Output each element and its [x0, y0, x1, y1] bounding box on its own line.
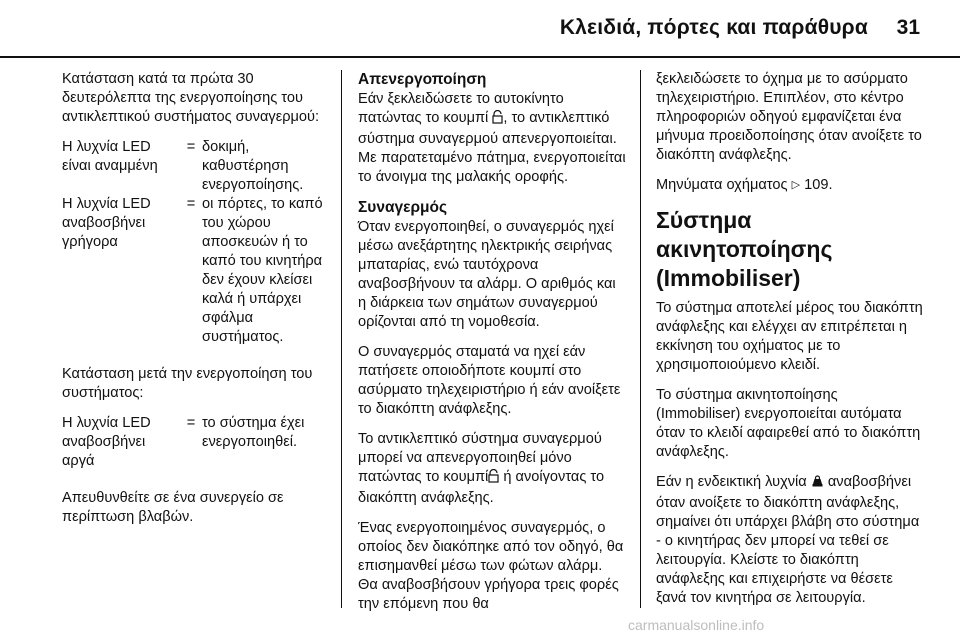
column-divider-1 [341, 70, 342, 608]
column-1 [62, 70, 324, 538]
status-after-text: Κατάσταση μετά την ενεργοποίηση του συστήματος: [62, 366, 313, 401]
led-meaning-1: δοκιμή, καθυστέρηση ενεργοποίησης. [202, 139, 304, 193]
deactivation-heading: Απενεργοποίηση [358, 71, 487, 88]
immobiliser-paragraph-2: Το σύστημα ακινητοποίησης (Immobiliser) ενεργοποιείται αυτόματα όταν το κλειδί αφαιρεθεί από το διακόπτη ανάφλεξης. [656, 387, 921, 460]
immobiliser-paragraph-1: Το σύστημα αποτελεί μέρος του διακόπτη ανάφλεξης και ελέγχει αν επιτρέπεται η εκκίνηση του οχήματος με το χρησιμοποιούμενο κλειδί. [656, 300, 923, 373]
equals-sign: = [186, 139, 196, 155]
unlock-icon [488, 469, 499, 489]
led-meaning-2: οι πόρτες, το καπό του χώρου αποσκευών ή το καπό του κινητήρα δεν έχουν κλείσει καλά ή υπάρχει σφάλμα συστήματος. [202, 196, 323, 345]
led-status-table-2 [62, 414, 324, 471]
alarm-cancel-text: Το αντικλεπτικό σύστημα συναγερμού μπορεί να απενεργοποιηθεί μόνο πατώντας το κουμπί ή ανοίγοντας το διακόπτη ανάφλεξης. [358, 431, 605, 506]
deactivation-text: Εάν ξεκλειδώσετε το αυτοκίνητο πατώντας το κουμπί , το αντικλεπτικό σύστημα συναγερμού απενεργοποιείται. Με παρατεταμένο πάτημα, ενεργοποιείται το άνοιγμα της μαλακής οροφής. [358, 91, 626, 185]
page-header [0, 0, 960, 56]
uncancelled-alarm-text: Ένας ενεργοποιημένος συναγερμός, ο οποίος δεν διακόπηκε από τον οδηγό, θα επισημανθεί μέσω των φώτων αλάρμ. Θα αναβοσβήσουν γρήγορα τρεις φορές την επόμενη που θα [358, 520, 624, 612]
vehicle-messages-reference: Μηνύματα οχήματος ▷ 109. [656, 177, 833, 193]
immobiliser-warning-icon [811, 475, 824, 494]
header-divider [0, 56, 960, 58]
led-state-3: Η λυχνία LED αναβοσβήνει αργά [62, 415, 151, 469]
alarm-stop-text: Ο συναγερμός σταματά να ηχεί εάν πατήσετε οποιοδήποτε κουμπί στο ασύρματο τηλεχειριστήριο ή εάν ανοίξετε το διακόπτη ανάφλεξης. [358, 344, 621, 417]
alarm-text: Όταν ενεργοποιηθεί, ο συναγερμός ηχεί μέσω ανεξάρτητης ηλεκτρικής σειρήνας μπαταρίας, ενώ ταυτόχρονα αναβοσβήνουν τα αλάρμ. Ο αριθμός και η διάρκεια των σημάτων συναγερμού ορίζονται από τη νομοθεσία. [358, 219, 616, 330]
column-3 [656, 70, 924, 619]
immobiliser-paragraph-3: Εάν η ενδεικτική λυχνία αναβοσβήνει όταν ανοίξετε το διακόπτη ανάφλεξης, σημαίνει ότι υπάρχει βλάβη στο σύστημα - ο κινητήρας δεν μπορεί να τεθεί σε λειτουργία. Κλείστε το διακόπτη ανάφλεξης και επιχειρήστε να θέσετε ξανά τον κινητήρα σε λειτουργία. [656, 474, 920, 606]
column-2 [358, 70, 626, 625]
alarm-heading: Συναγερμός [358, 199, 448, 216]
led-status-table-1 [62, 138, 324, 347]
continued-text: ξεκλειδώσετε το όχημα με το ασύρματο τηλεχειριστήριο. Επιπλέον, στο κέντρο πληροφοριών οδηγού εμφανίζεται ένα μήνυμα προειδοποίησης όταν ανοίξετε το διακόπτη ανάφλεξης. [656, 71, 922, 163]
column-divider-2 [640, 70, 641, 608]
unlock-icon [492, 110, 503, 130]
equals-sign: = [186, 415, 196, 431]
status-intro-text: Κατάσταση κατά τα πρώτα 30 δευτερόλεπτα της ενεργοποίησης του αντικλεπτικού συστήματος συναγερμού: [62, 71, 320, 125]
reference-arrow-icon: ▷ [791, 179, 801, 191]
led-state-1: Η λυχνία LED είναι αναμμένη [62, 139, 158, 174]
led-meaning-3: το σύστημα έχει ενεργοποιηθεί. [202, 415, 305, 450]
workshop-advice-text: Απευθυνθείτε σε ένα συνεργείο σε περίπτωση βλαβών. [62, 490, 284, 525]
watermark: carmanualsonline.info [628, 617, 765, 633]
immobiliser-heading: Σύστημα ακινητοποίησης (Immobiliser) [656, 207, 833, 291]
page-title: Κλειδιά, πόρτες και παράθυρα [559, 16, 868, 39]
page-number: 31 [896, 16, 920, 39]
led-state-2: Η λυχνία LED αναβοσβήνει γρήγορα [62, 196, 151, 250]
equals-sign: = [186, 196, 196, 212]
